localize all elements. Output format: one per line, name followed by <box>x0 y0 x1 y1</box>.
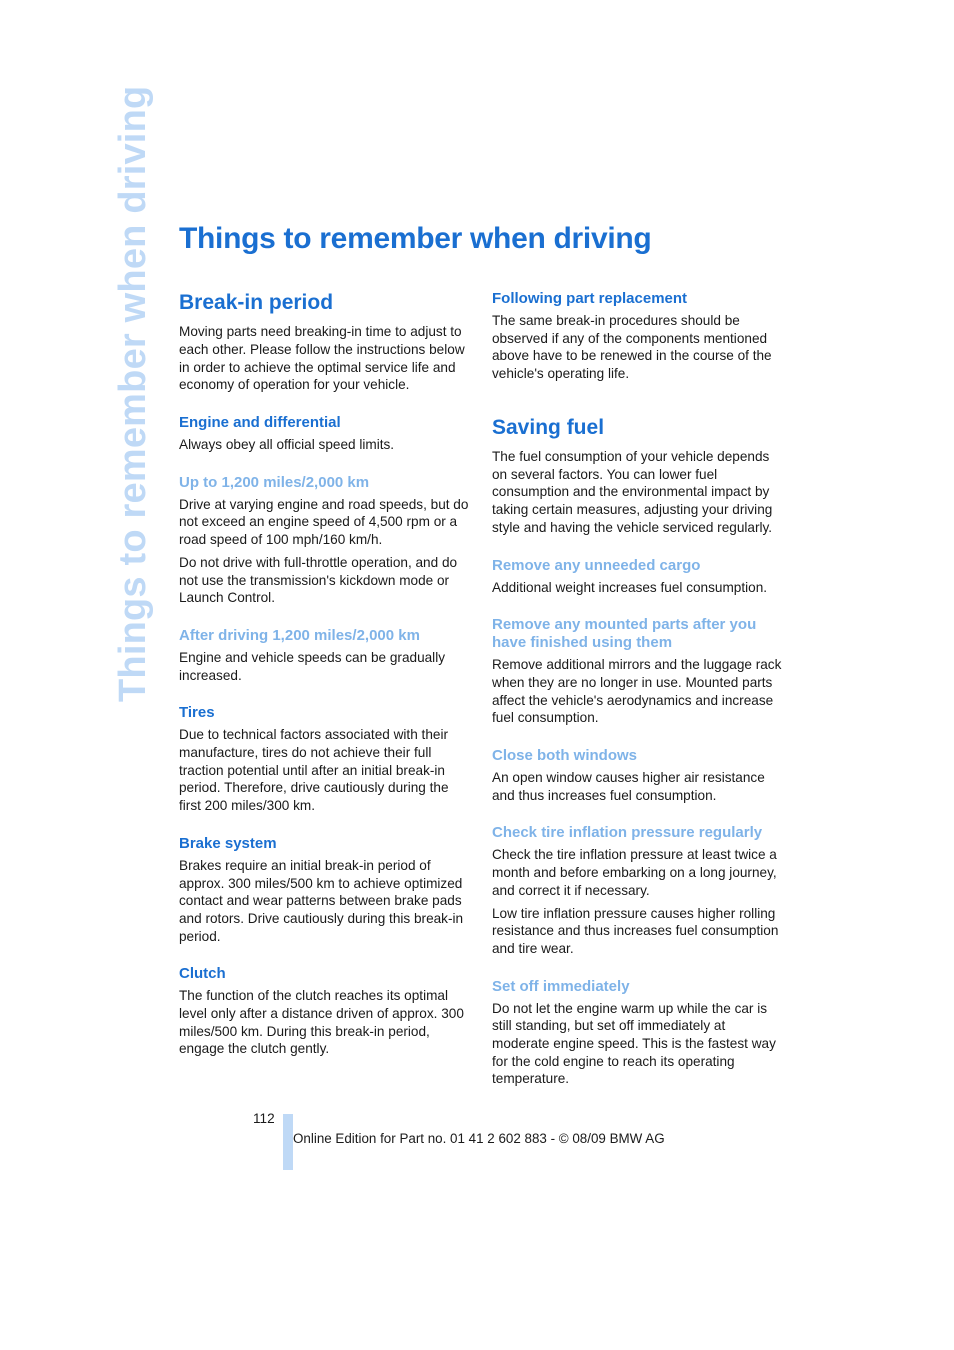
heading-saving-fuel: Saving fuel <box>492 415 605 439</box>
heading-brake-system: Brake system <box>179 834 277 852</box>
break-in-intro: Moving parts need breaking-in time to adjust to each other. Please follow the instructions below in order to achieve the optimal service life and economy of operation for your vehicle. <box>179 324 465 393</box>
right-column <box>492 290 784 1093</box>
heading-break-in-period: Break-in period <box>179 291 334 314</box>
section-saving-fuel <box>492 415 784 537</box>
tire-pressure-text-1: Check the tire inflation pressure at least twice a month and before embarking on a long journey, and correct it if necessary. <box>492 847 777 898</box>
mounted-text: Remove additional mirrors and the luggage rack when they are no longer in use. Mounted parts affect the vehicle's aerodynamics and increase fuel consumption. <box>492 657 782 726</box>
side-chapter-title-text: Things to remember when driving <box>112 85 154 702</box>
tires-text: Due to technical factors associated with their manufacture, tires do not achieve their full traction potential until after an initial break-in period. Therefore, drive cautiously during the first 200 miles/300 km. <box>179 727 449 814</box>
section-close-windows <box>492 747 784 804</box>
heading-up-to-1200: Up to 1,200 miles/2,000 km <box>179 473 370 491</box>
section-remove-mounted-parts <box>492 616 784 727</box>
engine-text: Always obey all official speed limits. <box>179 437 395 452</box>
section-brake-system <box>179 835 471 946</box>
set-off-text: Do not let the engine warm up while the car is still standing, but set off immediately at moderate engine speed. This is the fastest way for the cold engine to reach its operating temperature. <box>492 1000 776 1087</box>
section-remove-cargo <box>492 557 784 597</box>
section-tires <box>179 704 471 815</box>
up-to-text-1: Drive at varying engine and road speeds, but do not exceed an engine speed of 4,500 rpm or a road speed of 100 mph/160 km/h. <box>179 496 469 548</box>
heading-engine-and-differential: Engine and differential <box>179 414 341 431</box>
section-break-in-period <box>179 290 471 394</box>
left-column <box>179 290 471 1063</box>
heading-after-1200: After driving 1,200 miles/2,000 km <box>179 626 420 644</box>
part-replacement-text: The same break-in procedures should be observed if any of the components mentioned above have to be renewed in the course of the vehicle's operating life. <box>492 313 772 382</box>
heading-close-windows: Close both windows <box>492 747 637 765</box>
clutch-text: The function of the clutch reaches its optimal level only after a distance driven of approx. 300 miles/500 km. During this break-in period, engage the clutch gently. <box>179 988 464 1057</box>
up-to-text-2: Do not drive with full-throttle operation, and do not use the transmission's kickdown mode or Launch Control. <box>179 554 458 606</box>
heading-tires: Tires <box>179 704 215 722</box>
cargo-text: Additional weight increases fuel consumption. <box>492 579 768 595</box>
heading-set-off-immediately: Set off immediately <box>492 977 630 995</box>
section-clutch <box>179 965 471 1058</box>
section-check-tire-pressure <box>492 824 784 957</box>
page-title: Things to remember when driving <box>179 222 652 255</box>
section-after-1200 <box>179 627 471 684</box>
after-text: Engine and vehicle speeds can be gradually increased. <box>179 649 446 683</box>
page-number: 112 <box>253 1111 275 1126</box>
section-up-to-1200 <box>179 474 471 607</box>
tire-pressure-text-2: Low tire inflation pressure causes higher rolling resistance and thus increases fuel consumption and tire wear. <box>492 905 779 956</box>
section-following-part-replacement <box>492 290 784 383</box>
footer-bar <box>283 1114 293 1170</box>
section-set-off-immediately <box>492 978 784 1089</box>
heading-following-part-replacement: Following part replacement <box>492 290 688 307</box>
windows-text: An open window causes higher air resistance and thus increases fuel consumption. <box>492 770 765 803</box>
brakes-text: Brakes require an initial break-in period of approx. 300 miles/500 km to achieve optimized contact and wear patterns between brake pads and rotors. Drive cautiously during this break-in period. <box>179 857 464 944</box>
heading-remove-mounted-parts: Remove any mounted parts after you have finished using them <box>492 616 757 652</box>
section-engine-and-differential <box>179 414 471 454</box>
heading-clutch: Clutch <box>179 965 226 983</box>
heading-remove-cargo: Remove any unneeded cargo <box>492 556 701 574</box>
footer-edition-text: Online Edition for Part no. 01 41 2 602 883 - © 08/09 BMW AG <box>293 1131 665 1146</box>
heading-check-tire-pressure: Check tire inflation pressure regularly <box>492 824 763 842</box>
side-chapter-title <box>110 85 160 710</box>
saving-fuel-intro: The fuel consumption of your vehicle depends on several factors. You can lower fuel consumption and the environmental impact by taking certain measures, adjusting your driving style and having the vehicle serviced regularly. <box>492 449 773 535</box>
